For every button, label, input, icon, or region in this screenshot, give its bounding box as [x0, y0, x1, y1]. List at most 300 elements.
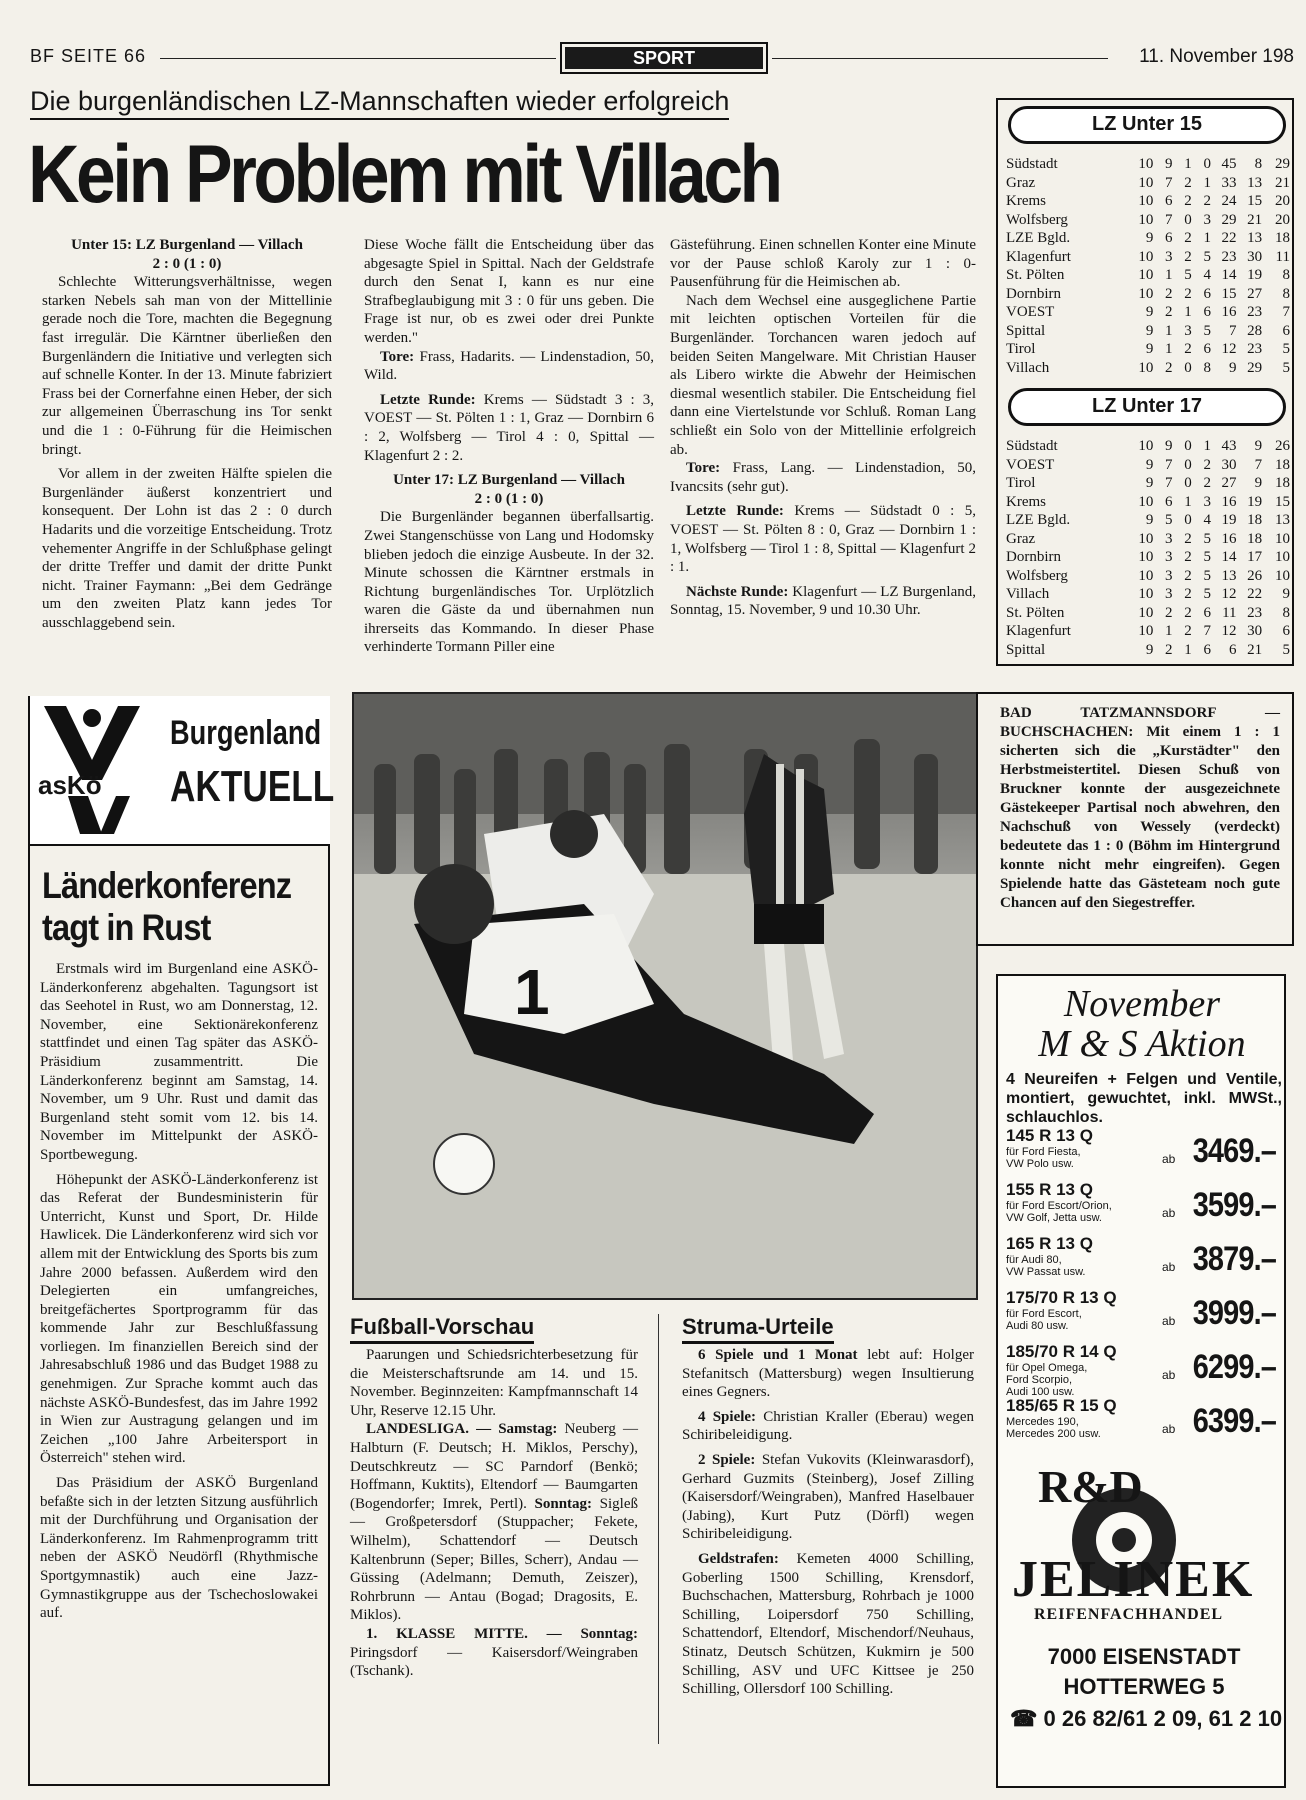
stat-cell: 30 [1247, 623, 1263, 639]
next-round-text: Klagenfurt — LZ Burgenland, Sonntag, 15. November, 9 und 10.30 Uhr. [670, 583, 977, 619]
stat-cell: 8 [1282, 285, 1290, 302]
stat-cell: 8 [1254, 156, 1263, 172]
article-paragraph: Diese Woche fällt die Entscheidung über das abgesagte Spiel in Spittal. Nach der Geldstrafe durch den Senat I, kann es nur eine Strafbeglaubigung mit 3 : 0 für uns geben. Die Frage ist nur, ob es zwei oder drei Punkte werden." [364, 237, 654, 346]
stat-cell: 2 [1165, 359, 1173, 376]
ad-address-1: 7000 EISENSTADT [1047, 1644, 1241, 1669]
jelinek-logo [1004, 1460, 1280, 1638]
team-name: Krems [1006, 193, 1046, 209]
article-paragraph: Nach dem Wechsel eine ausgeglichene Partie mit leichten optischen Vorteilen für die Burgenländer. Torchancen waren jedoch auf beiden Seiten Mangelware. Mit Christian Hauser als Libero wirkte die Abwehr der Heimischen diesmal wesentlich stabiler. Die Entscheidung fiel dann eine Viertelstunde vor Schluß. Roman Lang schließt ein Solo von der Mittellinie erfolgreich ab. [670, 292, 976, 458]
stat-cell: 14 [1221, 267, 1237, 283]
stat-cell: 2 [1184, 341, 1192, 357]
team-name: Spittal [1006, 322, 1046, 339]
stat-cell: 2 [1165, 604, 1173, 621]
team-name: Dornbirn [1006, 285, 1061, 302]
stat-cell: 6 [1165, 230, 1173, 246]
tire-price: 3999.– [1192, 1294, 1276, 1332]
stat-cell: 9 [1229, 359, 1237, 376]
stat-cell: 1 [1203, 438, 1211, 454]
stat-cell: 2 [1184, 530, 1192, 547]
tire-car: VW Golf, Jetta usw. [1006, 1212, 1102, 1224]
stat-cell: 10 [1138, 267, 1154, 283]
ad-lead: 4 Neureifen + Felgen und Ventile, montiert, gewuchtet, inkl. MWSt., schlauchlos. [1006, 1071, 1282, 1126]
stat-cell: 16 [1221, 530, 1237, 547]
u15-heading: Unter 15: LZ Burgenland — Villach [71, 237, 303, 253]
stat-cell: 29 [1221, 211, 1237, 228]
preview-title: Fußball-Vorschau [350, 1314, 534, 1344]
askoe-logo-text: asKö [38, 770, 102, 800]
tore-label: Tore: [380, 348, 415, 365]
team-name: LZE Bgld. [1006, 512, 1071, 528]
verdict-text: Stefan Vukovits (Kleinwarasdorf), Gerhard Guzmits (Steinberg), Josef Zilling (Kaisersdorf/Weingraben), Manfred Haselbauer (Jabing), Kurt Putz (Dörfl) wegen Schiribeleidigung. [682, 1451, 974, 1543]
stat-cell: 7 [1203, 623, 1211, 639]
stat-cell: 6 [1229, 641, 1237, 658]
team-name: Villach [1006, 586, 1050, 602]
table-row [1006, 211, 1290, 230]
stat-cell: 18 [1247, 512, 1263, 528]
stat-cell: 9 [1145, 230, 1154, 246]
stat-cell: 2 [1184, 248, 1192, 265]
stat-cell: 11 [1275, 248, 1290, 265]
stat-cell: 0 [1184, 211, 1192, 228]
stat-cell: 9 [1145, 322, 1154, 339]
verdict-label: 2 Spiele: [698, 1451, 756, 1468]
stat-cell: 10 [1275, 530, 1290, 547]
u17-score: 2 : 0 (1 : 0) [474, 490, 544, 507]
tire-size: 155 R 13 Q [1006, 1180, 1093, 1199]
stat-cell: 2 [1203, 456, 1211, 473]
stat-cell: 7 [1165, 456, 1173, 473]
stat-cell: 26 [1247, 567, 1263, 584]
stat-cell: 27 [1221, 475, 1237, 491]
stat-cell: 19 [1247, 493, 1263, 510]
table-row [1006, 192, 1290, 211]
price-prefix: ab [1162, 1206, 1176, 1220]
last-round-text: Krems — Südstadt 0 : 5, VOEST — St. Pölten 8 : 0, Graz — Dornbirn 1 : 1, Wolfsberg — Tirol 1 : 8, Spittal — Klagenfurt 2 : 1. [670, 503, 976, 576]
tire-size: 165 R 13 Q [1006, 1234, 1093, 1253]
stat-cell: 2 [1184, 193, 1192, 209]
table-row [1006, 437, 1290, 456]
u15-table-title: LZ Unter 15 [1008, 106, 1286, 144]
stat-cell: 1 [1184, 493, 1192, 510]
article-paragraph: Das Präsidium der ASKÖ Burgenland befaßte sich in der letzten Sitzung ausführlich mit der Durchführung und Organisation der Länderkonferenz. Im Rahmenprogramm tritt neben der ASKÖ Neudörfl (Rhythmische Sportgymnastik) auch eine Jazz-Gymnastikgruppe aus der Tschechoslowakei auf. [40, 1475, 318, 1622]
stat-cell: 2 [1184, 285, 1192, 302]
stat-cell: 6 [1165, 493, 1173, 510]
article-col-3 [670, 236, 976, 620]
sunday-label: Sonntag: [534, 1495, 593, 1512]
stat-cell: 23 [1221, 248, 1237, 265]
brand-sub: REIFENFACHHANDEL [1034, 1606, 1224, 1623]
verdict [682, 1408, 974, 1445]
team-name: Tirol [1006, 475, 1036, 491]
stat-cell: 12 [1221, 341, 1237, 357]
monogram: R&D [1038, 1461, 1143, 1512]
last-round-label: Letzte Runde: [380, 391, 476, 408]
stat-cell: 15 [1221, 285, 1237, 302]
stat-cell: 9 [1145, 456, 1154, 473]
last-round [364, 391, 654, 465]
tire-price: 3469.– [1192, 1132, 1276, 1170]
stat-cell: 5 [1203, 567, 1211, 584]
stat-cell: 6 [1203, 285, 1211, 302]
stat-cell: 10 [1138, 211, 1154, 228]
table-row [1006, 285, 1290, 304]
stat-cell: 3 [1165, 549, 1173, 565]
tire-car: Audi 80 usw. [1006, 1320, 1069, 1332]
table-row [1006, 567, 1290, 586]
table-row [1006, 248, 1290, 267]
stat-cell: 5 [1203, 530, 1211, 547]
stat-cell: 13 [1247, 230, 1263, 246]
price-item [1006, 1180, 1276, 1224]
table-row [1006, 474, 1290, 493]
next-round [670, 583, 976, 620]
stat-cell: 3 [1203, 493, 1211, 510]
stat-cell: 17 [1247, 549, 1263, 565]
stat-cell: 27 [1247, 285, 1263, 302]
stat-cell: 7 [1165, 475, 1173, 491]
team-name: Tirol [1006, 341, 1036, 357]
ad-title-2: M & S Aktion [1038, 1023, 1246, 1065]
stat-cell: 9 [1145, 475, 1154, 491]
stat-cell: 20 [1275, 211, 1290, 228]
ad-title-1: November [1063, 983, 1221, 1025]
stat-cell: 7 [1165, 174, 1173, 191]
jersey-number: 1 [514, 956, 550, 1028]
stat-cell: 3 [1165, 567, 1173, 584]
next-round-label: Nächste Runde: [686, 583, 789, 600]
stat-cell: 5 [1203, 549, 1211, 565]
table-row [1006, 585, 1290, 604]
stat-cell: 1 [1165, 267, 1173, 283]
verdict-label: Geldstrafen: [698, 1550, 779, 1567]
stat-cell: 1 [1165, 341, 1173, 357]
header-rule-right [772, 58, 1108, 59]
stat-cell: 9 [1145, 304, 1154, 320]
price-prefix: ab [1162, 1368, 1176, 1382]
stat-cell: 8 [1282, 604, 1290, 621]
stat-cell: 33 [1221, 174, 1237, 191]
table-row [1006, 604, 1290, 623]
stat-cell: 6 [1203, 304, 1211, 320]
section-label: SPORT [565, 47, 763, 69]
team-name: Graz [1006, 530, 1036, 547]
askoe-headline-2: tagt in Rust [42, 907, 211, 948]
stat-cell: 4 [1203, 512, 1211, 528]
ad-phone: 0 26 82/61 2 09, 61 2 10 [1043, 1706, 1283, 1731]
stat-cell: 13 [1221, 567, 1237, 584]
stat-cell: 7 [1254, 456, 1263, 473]
tore-label: Tore: [686, 460, 721, 477]
stat-cell: 12 [1221, 623, 1237, 639]
stat-cell: 16 [1221, 493, 1237, 510]
landesliga-sat [350, 1420, 638, 1625]
stat-cell: 3 [1184, 322, 1192, 339]
stat-cell: 4 [1203, 267, 1211, 283]
struma-title: Struma-Urteile [682, 1314, 834, 1344]
price-item [1006, 1288, 1276, 1332]
article-paragraph: Paarungen und Schiedsrichterbesetzung für die Meisterschaftsrunde am 14. und 15. November. Beginnzeiten: Kampfmannschaft 14 Uhr, Reserve 12.15 Uhr. [350, 1347, 638, 1419]
stat-cell: 5 [1184, 267, 1192, 283]
stat-cell: 7 [1229, 322, 1237, 339]
tire-car: VW Passat usw. [1006, 1266, 1086, 1278]
stat-cell: 2 [1203, 193, 1211, 209]
stat-cell: 5 [1282, 341, 1290, 357]
stat-cell: 45 [1221, 156, 1237, 172]
stat-cell: 5 [1282, 359, 1290, 376]
tore-line [364, 348, 654, 385]
column-rule [658, 1314, 659, 1744]
stat-cell: 10 [1138, 623, 1154, 639]
article-paragraph: Die Burgenländer begannen überfallsartig. Zwei Stangenschüsse von Lang und Hodomsky blieben jedoch die einzige Ausbeute. In der 32. Minute schossen die Kärntner erstmals in Richtung burgenländisches Tor. Urplötzlich waren die Gäste da und übernahmen nun ihrerseits das Kommando. In dieser Phase verhinderte Tormann Piller eine [364, 509, 654, 656]
askoe-logo [30, 696, 335, 846]
article-paragraph: Gästeführung. Einen schnellen Konter eine Minute vor der Pause schloß Karoly zur 1 : 0-Pausenführung für die Heimischen ab. [670, 237, 976, 291]
issue-date: 11. November 198 [1139, 46, 1294, 67]
stat-cell: 10 [1138, 285, 1154, 302]
stat-cell: 5 [1203, 322, 1211, 339]
stat-cell: 6 [1203, 641, 1211, 658]
stat-cell: 15 [1247, 193, 1263, 209]
stat-cell: 2 [1184, 174, 1192, 191]
team-name: St. Pölten [1006, 604, 1065, 621]
match-photo-image [354, 694, 976, 1298]
u15-score: 2 : 0 (1 : 0) [152, 255, 222, 272]
u17-heading: Unter 17: LZ Burgenland — Villach [393, 472, 625, 489]
ad-address-2: HOTTERWEG 5 [1063, 1674, 1225, 1699]
tire-size: 145 R 13 Q [1006, 1126, 1093, 1145]
stat-cell: 22 [1247, 586, 1263, 602]
headline: Kein Problem mit Villach [28, 129, 780, 220]
stat-cell: 2 [1203, 475, 1211, 491]
table-row [1006, 174, 1290, 193]
page-label: BF SEITE 66 [30, 46, 147, 66]
stat-cell: 7 [1282, 304, 1290, 320]
table-row [1006, 340, 1290, 359]
tire-car: für Ford Escort/Orion, [1006, 1200, 1112, 1212]
preview-article [350, 1346, 638, 1681]
team-name: VOEST [1006, 456, 1055, 473]
stat-cell: 22 [1221, 230, 1237, 246]
tore-text: Frass, Hadarits. — Lindenstadion, 50, Wild. [364, 348, 654, 384]
verdict-text: lebt auf: Holger Stefanitsch (Mattersburg) wegen Insultierung eines Gegners. [682, 1347, 974, 1401]
stat-cell: 12 [1221, 586, 1237, 602]
table-row [1006, 511, 1290, 530]
stat-cell: 9 [1254, 438, 1263, 454]
stat-cell: 13 [1247, 174, 1263, 191]
stat-cell: 0 [1184, 512, 1192, 528]
tire-size: 175/70 R 13 Q [1006, 1288, 1117, 1307]
stat-cell: 9 [1145, 512, 1154, 528]
stat-cell: 10 [1138, 156, 1154, 172]
team-name: Klagenfurt [1006, 623, 1071, 639]
stat-cell: 21 [1247, 211, 1263, 228]
photo-caption: BAD TATZMANNSDORF — BUCHSCHACHEN: Mit einem 1 : 1 sicherten sich die „Kurstädter" den Herbstmeistertitel. Diesen Schuß von Bruckner konnte der ausgezeichnete Gästekeeper Partisal noch abwehren, den Nachschuß von Wessely (verdeckt) bedeutete das 1 : 0 (Böhm im Hintergrund konnte nicht mehr eingreifen). Gegen Spielende hatte das Gästeteam noch gute Chancen auf den Siegestreffer. [1000, 705, 1280, 911]
phone-icon: ☎ [1010, 1706, 1044, 1731]
team-name: Villach [1006, 359, 1050, 376]
stat-cell: 3 [1165, 530, 1173, 547]
stat-cell: 29 [1247, 359, 1263, 376]
table-row [1006, 456, 1290, 475]
table-row [1006, 548, 1290, 567]
stat-cell: 0 [1184, 456, 1192, 473]
kicker: Die burgenländischen LZ-Mannschaften wieder erfolgreich [30, 86, 729, 120]
stat-cell: 3 [1165, 586, 1173, 602]
stat-cell: 2 [1165, 285, 1173, 302]
logo-aktuell: AKTUELL [170, 762, 335, 811]
u17-table [1006, 437, 1290, 659]
article-paragraph: Vor allem in der zweiten Hälfte spielen die Burgenländer äußerst konzentriert und konsequent. Der Lohn ist das 2 : 0 durch Hadarits und die vorzeitige Entscheidung. Trotz vehementer Angriffe in der Schlußphase gelingt der dritte Treffer und damit der dritte Punkt nicht. Trainer Faymann: „Bei dem Gedränge um den zweiten Platz kann jedes Tor ausschlaggebend sein. [42, 466, 332, 631]
team-name: Spittal [1006, 641, 1046, 658]
table-row [1006, 359, 1290, 378]
team-name: Krems [1006, 493, 1046, 510]
tire-car: Mercedes 200 usw. [1006, 1428, 1101, 1440]
table-row [1006, 641, 1290, 660]
landesliga-sun-text: Sigleß — Großpetersdorf (Stuppacher; Fekete, Wilhelm), Schattendorf — Deutsch Kaltenbrunn (Seper; Billes, Scherr), Andau — Güssing (Adelmann; Demuth, Zeiszer), Rohrbrunn — Antau (Bogad; Dragosits, E. Miklos). [350, 1495, 639, 1624]
stat-cell: 1 [1184, 304, 1192, 320]
stat-cell: 0 [1184, 475, 1192, 491]
tore-text: Frass, Lang. — Lindenstadion, 50, Ivancsits (sehr gut). [670, 460, 976, 495]
table-row [1006, 322, 1290, 341]
tire-price: 3599.– [1192, 1186, 1276, 1224]
stat-cell: 3 [1165, 248, 1173, 265]
stat-cell: 10 [1138, 438, 1154, 454]
article-paragraph: Erstmals wird im Burgenland eine ASKÖ-Länderkonferenz abgehalten. Tagungsort ist das Seehotel in Rust, wo am Donnerstag, 12. November, eine Sektionärekonferenz stattfindet und einen Tag später das ASKÖ-Präsidium zusammentritt. Die Länderkonferenz beginnt am Samstag, 14. November, um 9 Uhr. Rust und damit das Burgenland steht somit vom 12. bis 14. November im Mittelpunkt der ASKÖ-Sportbewegung. [40, 961, 318, 1163]
stat-cell: 1 [1165, 623, 1173, 639]
stat-cell: 0 [1184, 359, 1192, 376]
verdict [682, 1550, 974, 1699]
stat-cell: 18 [1275, 475, 1290, 491]
stat-cell: 3 [1203, 211, 1211, 228]
askoe-article [40, 960, 318, 1623]
stat-cell: 1 [1184, 641, 1192, 658]
brand-name: JELINEK [1012, 1551, 1255, 1608]
price-prefix: ab [1162, 1422, 1176, 1436]
stat-cell: 14 [1221, 549, 1237, 565]
stat-cell: 1 [1203, 174, 1211, 191]
stat-cell: 2 [1184, 567, 1192, 584]
stat-cell: 16 [1221, 304, 1237, 320]
stat-cell: 6 [1165, 193, 1173, 209]
header-rule-left [160, 58, 556, 59]
stat-cell: 7 [1165, 211, 1173, 228]
stat-cell: 15 [1275, 493, 1290, 510]
u17-table-title: LZ Unter 17 [1008, 388, 1286, 426]
stat-cell: 2 [1184, 230, 1192, 246]
table-row [1006, 229, 1290, 248]
stat-cell: 23 [1247, 341, 1263, 357]
stat-cell: 13 [1275, 512, 1290, 528]
stat-cell: 10 [1138, 248, 1154, 265]
table-row [1006, 155, 1290, 174]
stat-cell: 43 [1221, 438, 1237, 454]
stat-cell: 10 [1138, 193, 1154, 209]
stat-cell: 9 [1254, 475, 1263, 491]
stat-cell: 21 [1247, 641, 1263, 658]
price-prefix: ab [1162, 1314, 1176, 1328]
stat-cell: 0 [1203, 156, 1211, 172]
team-name: Klagenfurt [1006, 248, 1071, 265]
ad-phone-line [1010, 1706, 1282, 1732]
team-name: LZE Bgld. [1006, 230, 1071, 246]
stat-cell: 2 [1165, 641, 1173, 658]
stat-cell: 30 [1247, 248, 1263, 265]
table-row [1006, 266, 1290, 285]
stat-cell: 2 [1184, 586, 1192, 602]
tire-car: Ford Scorpio, [1006, 1374, 1073, 1386]
team-name: Südstadt [1006, 156, 1058, 172]
tire-size: 185/65 R 15 Q [1006, 1396, 1117, 1415]
table-row [1006, 493, 1290, 512]
stat-cell: 9 [1282, 586, 1290, 602]
match-photo [352, 692, 978, 1300]
team-name: VOEST [1006, 304, 1055, 320]
stat-cell: 10 [1138, 549, 1154, 565]
verdict-text: Christian Kraller (Eberau) wegen Schiribeleidigung. [682, 1408, 974, 1444]
stat-cell: 6 [1203, 604, 1211, 621]
stat-cell: 2 [1184, 604, 1192, 621]
stat-cell: 1 [1203, 230, 1211, 246]
stat-cell: 20 [1275, 193, 1290, 209]
table-row [1006, 622, 1290, 641]
stat-cell: 11 [1222, 604, 1237, 621]
tire-car: Audi 100 usw. [1006, 1386, 1075, 1398]
table-row [1006, 530, 1290, 549]
stat-cell: 1 [1184, 156, 1192, 172]
stat-cell: 10 [1138, 174, 1154, 191]
tore-line [670, 459, 976, 496]
team-name: Graz [1006, 174, 1036, 191]
verdict-text: Kemeten 4000 Schilling, Goberling 1500 Schilling, Krensdorf, Buchschachen, Mattersburg, Rohrbach je 1000 Schilling, Loipersdorf 750 Schilling, Schattendorf, Eltendorf, Mischendorf/Neuhaus, Stinatz, Deutsch Schützen, Kukmirn je 500 Schilling, ASV und UFC Kittsee je 250 Schilling, Ollersdorf 100 Schilling. [682, 1550, 974, 1698]
section-box [560, 42, 768, 74]
stat-cell: 6 [1282, 322, 1290, 339]
logo-burgenland: Burgenland [170, 714, 322, 752]
tire-price: 6399.– [1192, 1402, 1276, 1440]
stat-cell: 6 [1282, 623, 1290, 639]
tire-car: für Audi 80, [1006, 1254, 1062, 1266]
article-paragraph: Schlechte Witterungsverhältnisse, wegen starken Nebels sah man von der Mittellinie gerade noch die Tore, machten die Begegnung fast irregulär. Die Kärntner überließen den Burgenländern die Initiative und verlegten sich auf schnelle Konter. In der 13. Minute fabriziert Frass bei der Cornerfahne einen Heber, der sich zur allgemeinen Überraschung ins Tor senkt und die 1 : 0-Führung für die Heimischen bringt. [42, 274, 332, 458]
stat-cell: 19 [1247, 267, 1263, 283]
price-prefix: ab [1162, 1260, 1176, 1274]
verdict-label: 6 Spiele und 1 Monat [698, 1347, 858, 1363]
stat-cell: 0 [1184, 438, 1192, 454]
tire-car: für Opel Omega, [1006, 1362, 1088, 1374]
stat-cell: 18 [1275, 230, 1290, 246]
klasse-text: Piringsdorf — Kaisersdorf/Weingraben (Tschank). [350, 1644, 638, 1680]
stat-cell: 10 [1138, 493, 1154, 510]
price-item [1006, 1234, 1276, 1278]
article-col-1 [42, 236, 332, 632]
price-item [1006, 1396, 1276, 1440]
stat-cell: 29 [1275, 156, 1290, 172]
stat-cell: 5 [1203, 248, 1211, 265]
stat-cell: 10 [1138, 567, 1154, 584]
tire-price: 6299.– [1192, 1348, 1276, 1386]
tire-size: 185/70 R 14 Q [1006, 1342, 1117, 1361]
stat-cell: 2 [1165, 304, 1173, 320]
stat-cell: 9 [1145, 641, 1154, 658]
last-round [670, 502, 976, 576]
stat-cell: 10 [1275, 567, 1290, 584]
struma-article [682, 1346, 974, 1699]
tire-car: für Ford Escort, [1006, 1308, 1082, 1320]
stat-cell: 8 [1203, 359, 1211, 376]
stat-cell: 2 [1184, 549, 1192, 565]
price-item [1006, 1342, 1276, 1398]
article-paragraph: Höhepunkt der ASKÖ-Länderkonferenz ist das Referat der Bundesministerin für Unterricht, Kunst und Sport, Dr. Hilde Hawlicek. Die Länderkonferenz wird sich vor allem mit der Entwicklung des Sports bis zum Jahre 2000 befassen. Außerdem wird den Delegierten ein umfangreiches, breitgefächertes Sportprogramm für das kommende Jahr zur Beschlußfassung vorliegen. Im finanziellen Bereich sind der Jahresabschluß 1986 und das Budget 1988 zu genehmigen. Zur Sprache kommt auch das nächste ASKÖ-Bundesfest, das im Jahre 1992 in Wien zur Austragung gelangen und im Zeichen „100 Jahre Arbeitersport in Österreich" stehen wird. [40, 1171, 318, 1467]
stat-cell: 10 [1138, 586, 1154, 602]
table-row [1006, 303, 1290, 322]
ad-price-list [996, 1126, 1286, 1456]
stat-cell: 9 [1165, 438, 1173, 454]
